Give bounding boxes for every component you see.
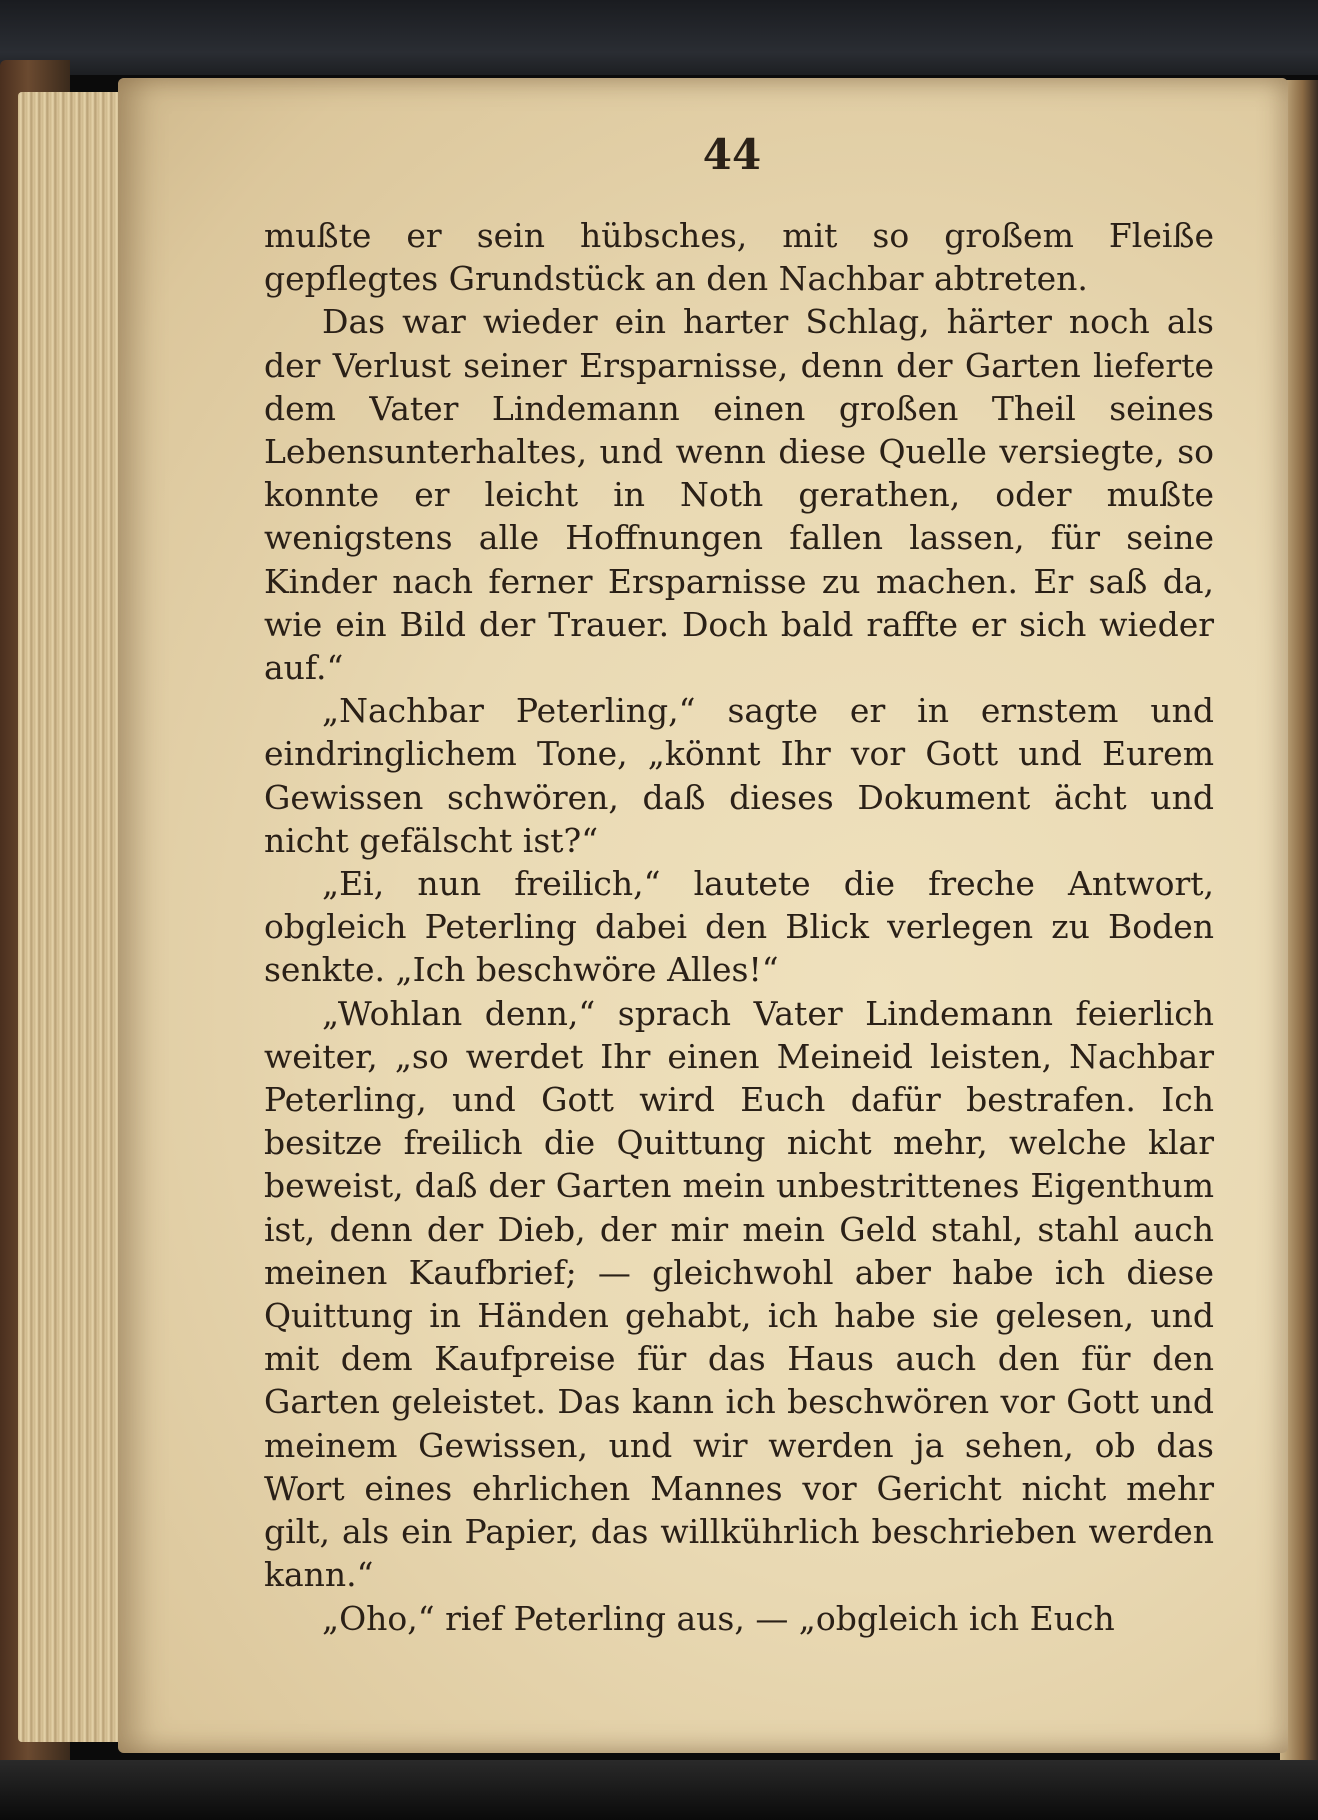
paragraph: Das war wieder ein harter Schlag, härter noch als der Verlust seiner Ersparnisse, denn der Garten lieferte dem Vater Lindemann einen großen Theil seines Lebensunterhaltes, und wenn diese Quelle versiegte, so konnte er leicht in Noth gerathen, oder mußte wenigstens alle Hoffnungen fallen lassen, für seine Kinder nach ferner Ersparnisse zu machen. Er saß da, wie ein Bild der Trauer. Doch bald raffte er sich wieder auf.“	[264, 302, 1214, 688]
paragraph: „Nachbar Peterling,“ sagte er in ernstem und eindringlichem Tone, „könnt Ihr vor Gott und Eurem Gewissen schwören, daß dieses Dokument ächt und nicht gefälscht ist?“	[264, 691, 1214, 860]
book-cover-bottom	[0, 1760, 1318, 1820]
paragraph: mußte er sein hübsches, mit so großem Fleiße gepflegtes Grundstück an den Nachbar abtreten.	[264, 216, 1214, 299]
paragraph: „Wohlan denn,“ sprach Vater Lindemann feierlich weiter, „so werdet Ihr einen Meineid leisten, Nachbar Peterling, und Gott wird Euch dafür bestrafen. Ich besitze freilich die Quittung nicht mehr, welche klar beweist, daß der Garten mein unbestrittenes Eigenthum ist, denn der Dieb, der mir mein Geld stahl, stahl auch meinen Kaufbrief; — gleichwohl aber habe ich diese Quittung in Händen gehabt, ich habe sie gelesen, und mit dem Kaufpreise für das Haus auch den für den Garten geleistet. Das kann ich beschwören vor Gott und meinem Gewissen, und wir werden ja sehen, ob das Wort eines ehrlichen Mannes vor Gericht nicht mehr gilt, als ein Papier, das willkührlich beschrieben werden kann.“	[264, 993, 1214, 1595]
body-text	[264, 214, 1214, 1640]
paragraph: „Ei, nun freilich,“ lautete die freche Antwort, obgleich Peterling dabei den Blick verlegen zu Boden senkte. „Ich beschwöre Alles!“	[264, 864, 1214, 990]
book-cover-top	[0, 0, 1318, 75]
paragraph: „Oho,“ rief Peterling aus, — „obgleich ich Euch	[322, 1598, 1115, 1638]
page-number: 44	[702, 130, 762, 179]
